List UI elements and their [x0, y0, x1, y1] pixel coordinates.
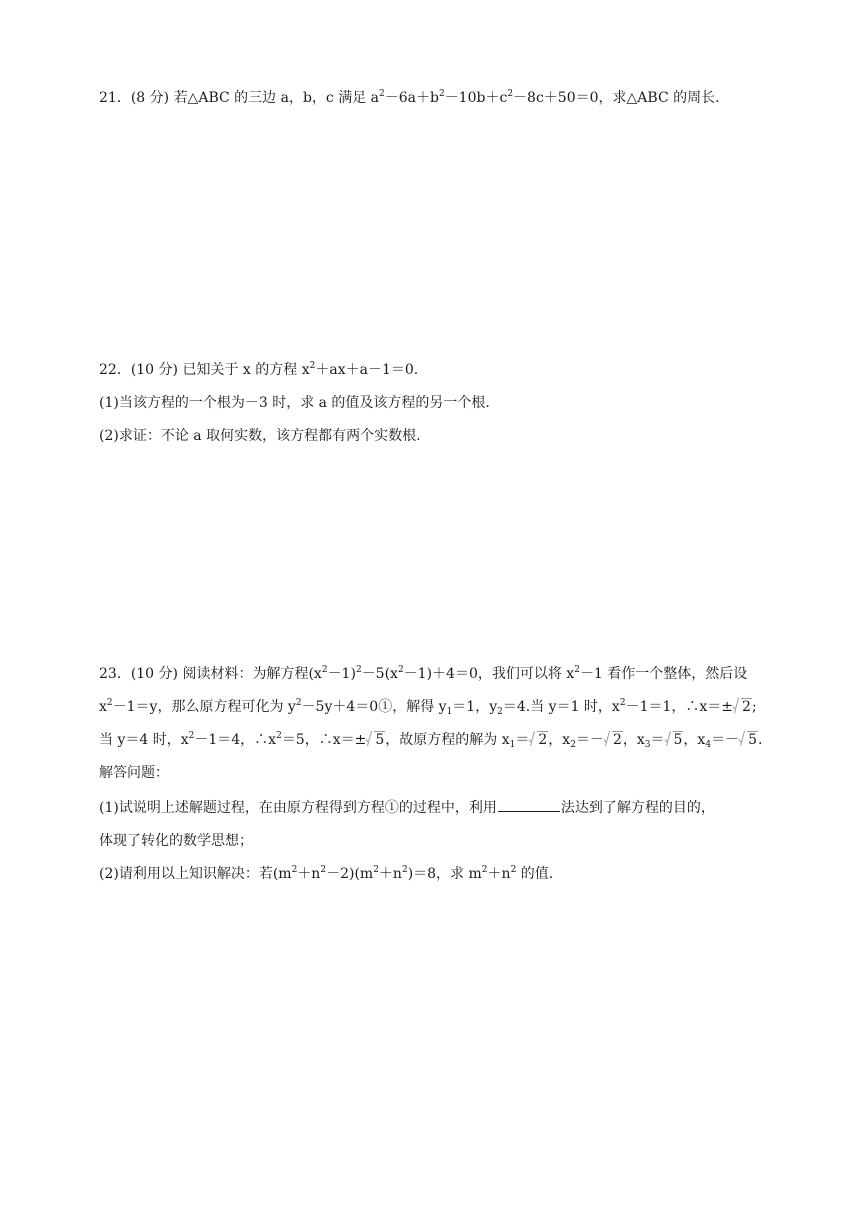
- q22-stem: 22．(10 分) 已知关于 x 的方程 $x^2+ax+a-1=0$.: [99, 361, 419, 378]
- q21-label: 21．(8 分): [99, 90, 170, 106]
- q23-part1-cont: 体现了转化的数学思想；: [99, 833, 253, 849]
- q22-part2: (2)求证：不论 a 取何实数，该方程都有两个实数根.: [99, 428, 421, 444]
- sqrt-5: 5: [366, 730, 385, 750]
- q23-line3: 当 y＝4 时，$x^2-1=4$，$\therefore x^2=5$，∴x＝± 5，故原方程的解为 $x_1= 2$，$x_2=- 2$，$x_3= 5$，$x_4=- 5$.: [99, 731, 763, 750]
- q21-line: 21．(8 分) 若△ABC 的三边 a，b，c 满足 $a^2-6a+b^2-10b+c^2-8c+50=0$，求△ABC 的周长.: [99, 89, 720, 106]
- sqrt-2: 2: [604, 730, 623, 750]
- q22-part1: (1)当该方程的一个根为－3 时，求 a 的值及该方程的另一个根.: [99, 395, 490, 411]
- q23-part2: (2)请利用以上知识解决：若$(m^2+n^2-2)(m^2+n^2)=8$，求 $m^2+n^2$ 的值.: [99, 865, 554, 882]
- sqrt-5: 5: [739, 730, 758, 750]
- answer-blank[interactable]: [498, 797, 560, 812]
- q23-part1: (1)试说明上述解题过程，在由原方程得到方程①的过程中，利用 法达到了解方程的目的，: [99, 797, 715, 818]
- q23-line1: 23．(10 分) 阅读材料：为解方程$(x^2-1)^2-5(x^2-1)+4=0$，我们可以将 $x^2-1$ 看作一个整体，然后设: [99, 665, 748, 682]
- sqrt-2: 2: [733, 697, 752, 717]
- q23-line2: $x^2-1=y$，那么原方程可化为 $y^2-5y+4=0①$，解得 $y_1=1$，$y_2=4$.当 y＝1 时，$x^2-1=1$，∴x＝± 2;: [99, 698, 757, 717]
- q23-line4: 解答问题：: [99, 765, 169, 781]
- q23-label: 23．(10 分): [99, 666, 179, 682]
- sqrt-2: 2: [529, 730, 548, 750]
- q22-label: 22．(10 分): [99, 362, 179, 378]
- sqrt-5: 5: [665, 730, 684, 750]
